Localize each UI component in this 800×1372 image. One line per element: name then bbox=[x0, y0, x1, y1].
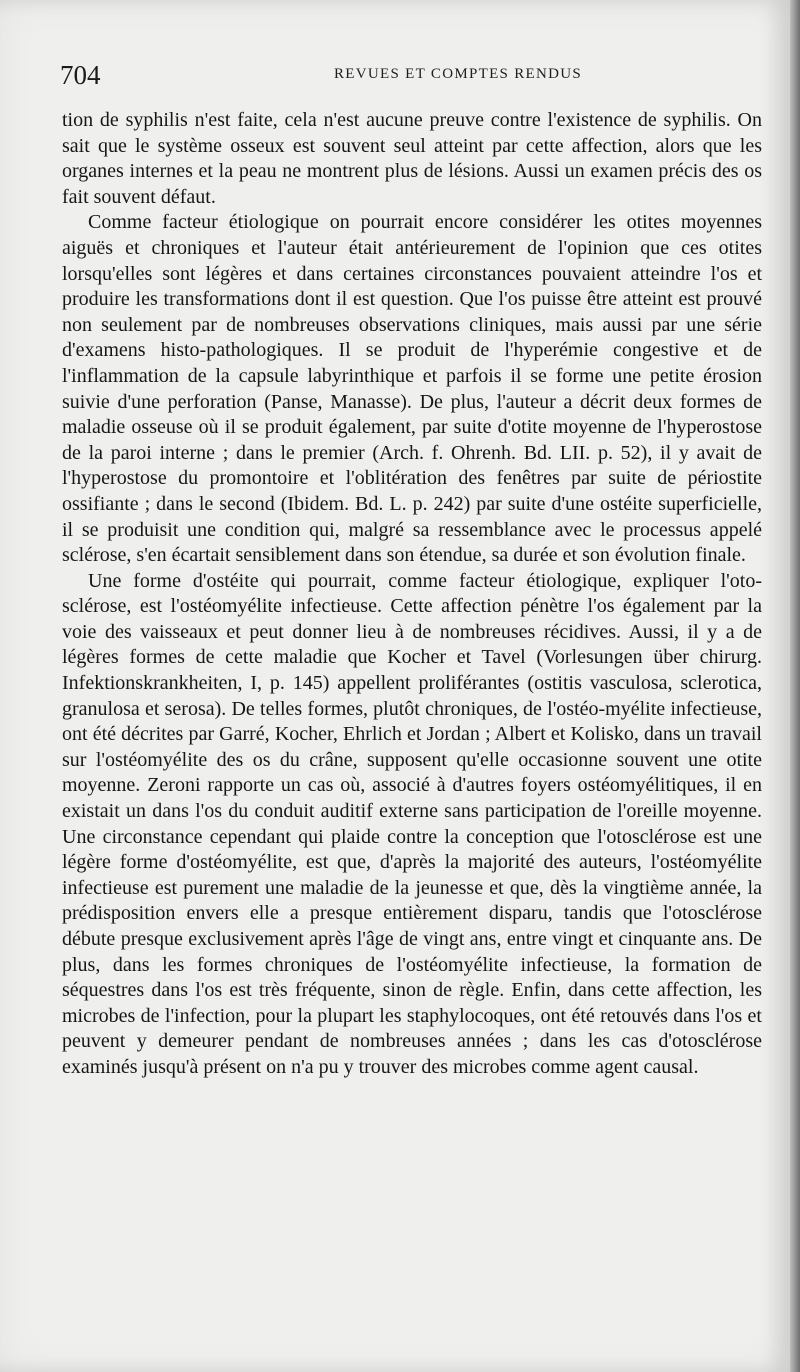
running-head: REVUES ET COMPTES RENDUS bbox=[334, 66, 583, 82]
paragraph: Une forme d'ostéite qui pourrait, comme facteur étiologique, expliquer l'oto-sclérose, est l'ostéomyélite infectieuse. Cette affection pénètre l'os également par la voie des vaisseaux et peut donner lieu à de nombreuses récidives. Aussi, il y a de légères formes de cette maladie que Kocher et Tavel (Vorlesungen über chirurg. Infektionskrankheiten, I, p. 145) appellent proliférantes (ostitis vasculosa, sclerotica, granulosa et serosa). De telles formes, plutôt chroniques, de l'ostéo-myélite infectieuse, ont été décrites par Garré, Kocher, Ehrlich et Jordan ; Albert et Kolisko, dans un travail sur l'ostéomyélite des os du crâne, supposent qu'elle occasionne souvent une otite moyenne. Zeroni rapporte un cas où, associé à d'autres foyers ostéomyélitiques, il en existait un dans l'os du conduit auditif externe sans participation de l'oreille moyenne. Une circonstance cependant qui plaide contre la conception que l'otosclérose est une légère forme d'ostéomyélite, est que, d'après la majorité des auteurs, l'ostéomyélite infectieuse est purement une maladie de la jeunesse et que, dès la vingtième année, la prédisposition envers elle a presque entièrement disparu, tandis que l'otosclérose débute presque exclusivement après l'âge de vingt ans, entre vingt et cinquante ans. De plus, dans les formes chroniques de l'ostéomyélite infectieuse, la formation de séquestres dans l'os est très fréquente, sinon de règle. Enfin, dans cette affection, les microbes de l'infection, pour la plupart les staphylocoques, ont été retouvés dans l'os et peuvent y demeurer pendant de nombreuses années ; dans les cas d'otosclérose examinés jusqu'à présent on n'a pu y trouver des microbes comme agent causal. bbox=[62, 569, 762, 1078]
page-edge-shadow bbox=[790, 0, 800, 1372]
body-text bbox=[62, 108, 762, 1081]
page-number: 704 bbox=[60, 60, 101, 90]
paragraph: Comme facteur étiologique on pourrait encore considérer les otites moyennes aiguës et chroniques et l'auteur était antérieurement de l'opinion que ces otites lorsqu'elles sont légères et dans certaines circonstances pouvaient atteindre l'os et produire les transformations dont il est question. Que l'os puisse être atteint est prouvé non seulement par de nombreuses observations cliniques, mais aussi par une série d'examens histo-pathologiques. Il se produit de l'hyperémie congestive et de l'inflammation de la capsule labyrinthique et parfois il se forme une petite érosion suivie d'une perforation (Panse, Manasse). De plus, l'auteur a décrit deux formes de maladie osseuse où il se produit également, par suite d'otite moyenne de l'hyperostose de la paroi interne ; dans le premier (Arch. f. Ohrenh. Bd. LII. p. 52), il y avait de l'hyperostose du promontoire et l'oblitération des fenêtres par suite de périostite ossifiante ; dans le second (Ibidem. Bd. L. p. 242) par suite d'une ostéite superficielle, il se produisit une condition qui, malgré sa ressemblance avec le processus appelé sclérose, s'en écartait sensiblement dans son étendue, sa durée et son évolution finale. bbox=[62, 211, 762, 567]
page-header bbox=[60, 56, 760, 96]
paragraph: tion de syphilis n'est faite, cela n'est aucune preuve contre l'existence de syphilis. On sait que le système osseux est souvent seul atteint par cette affection, alors que les organes internes et la peau ne montrent plus de lésions. Aussi un examen précis des os fait souvent défaut. bbox=[62, 109, 762, 208]
